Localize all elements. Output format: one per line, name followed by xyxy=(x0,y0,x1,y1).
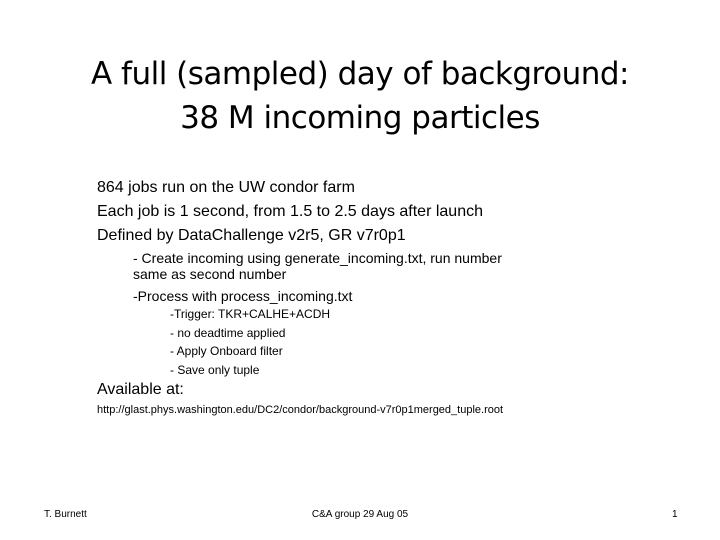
available-url: http://glast.phys.washington.edu/DC2/condor/background-v7r0p1merged_tuple.root xyxy=(97,404,504,416)
footer-page-number: 1 xyxy=(672,509,678,520)
sub-sub-bullet-trigger: -Trigger: TKR+CALHE+ACDH xyxy=(170,307,331,321)
slide-title xyxy=(0,52,720,140)
footer-meeting: C&A group 29 Aug 05 xyxy=(311,509,409,520)
footer-author: T. Burnett xyxy=(44,509,87,520)
sub-sub-bullet-no-deadtime: - no deadtime applied xyxy=(170,326,286,340)
sub-bullet-process: -Process with process_incoming.txt xyxy=(133,288,353,304)
bullet-jobs: 864 jobs run on the UW condor farm xyxy=(97,179,355,196)
sub-bullet-create-incoming-line-2: same as second number xyxy=(133,266,287,282)
title-line-2: 38 M incoming particles xyxy=(180,100,540,136)
title-line-1: A full (sampled) day of background: xyxy=(90,56,630,92)
sub-sub-bullet-save-tuple: - Save only tuple xyxy=(170,363,260,377)
bullet-each-job: Each job is 1 second, from 1.5 to 2.5 days after launch xyxy=(97,203,483,220)
bullet-available-at: Available at: xyxy=(97,381,184,398)
sub-bullet-create-incoming-line-1: - Create incoming using generate_incoming.txt, run number xyxy=(133,250,502,266)
sub-sub-bullet-onboard-filter: - Apply Onboard filter xyxy=(170,344,283,358)
bullet-defined-by: Defined by DataChallenge v2r5, GR v7r0p1 xyxy=(97,227,406,244)
